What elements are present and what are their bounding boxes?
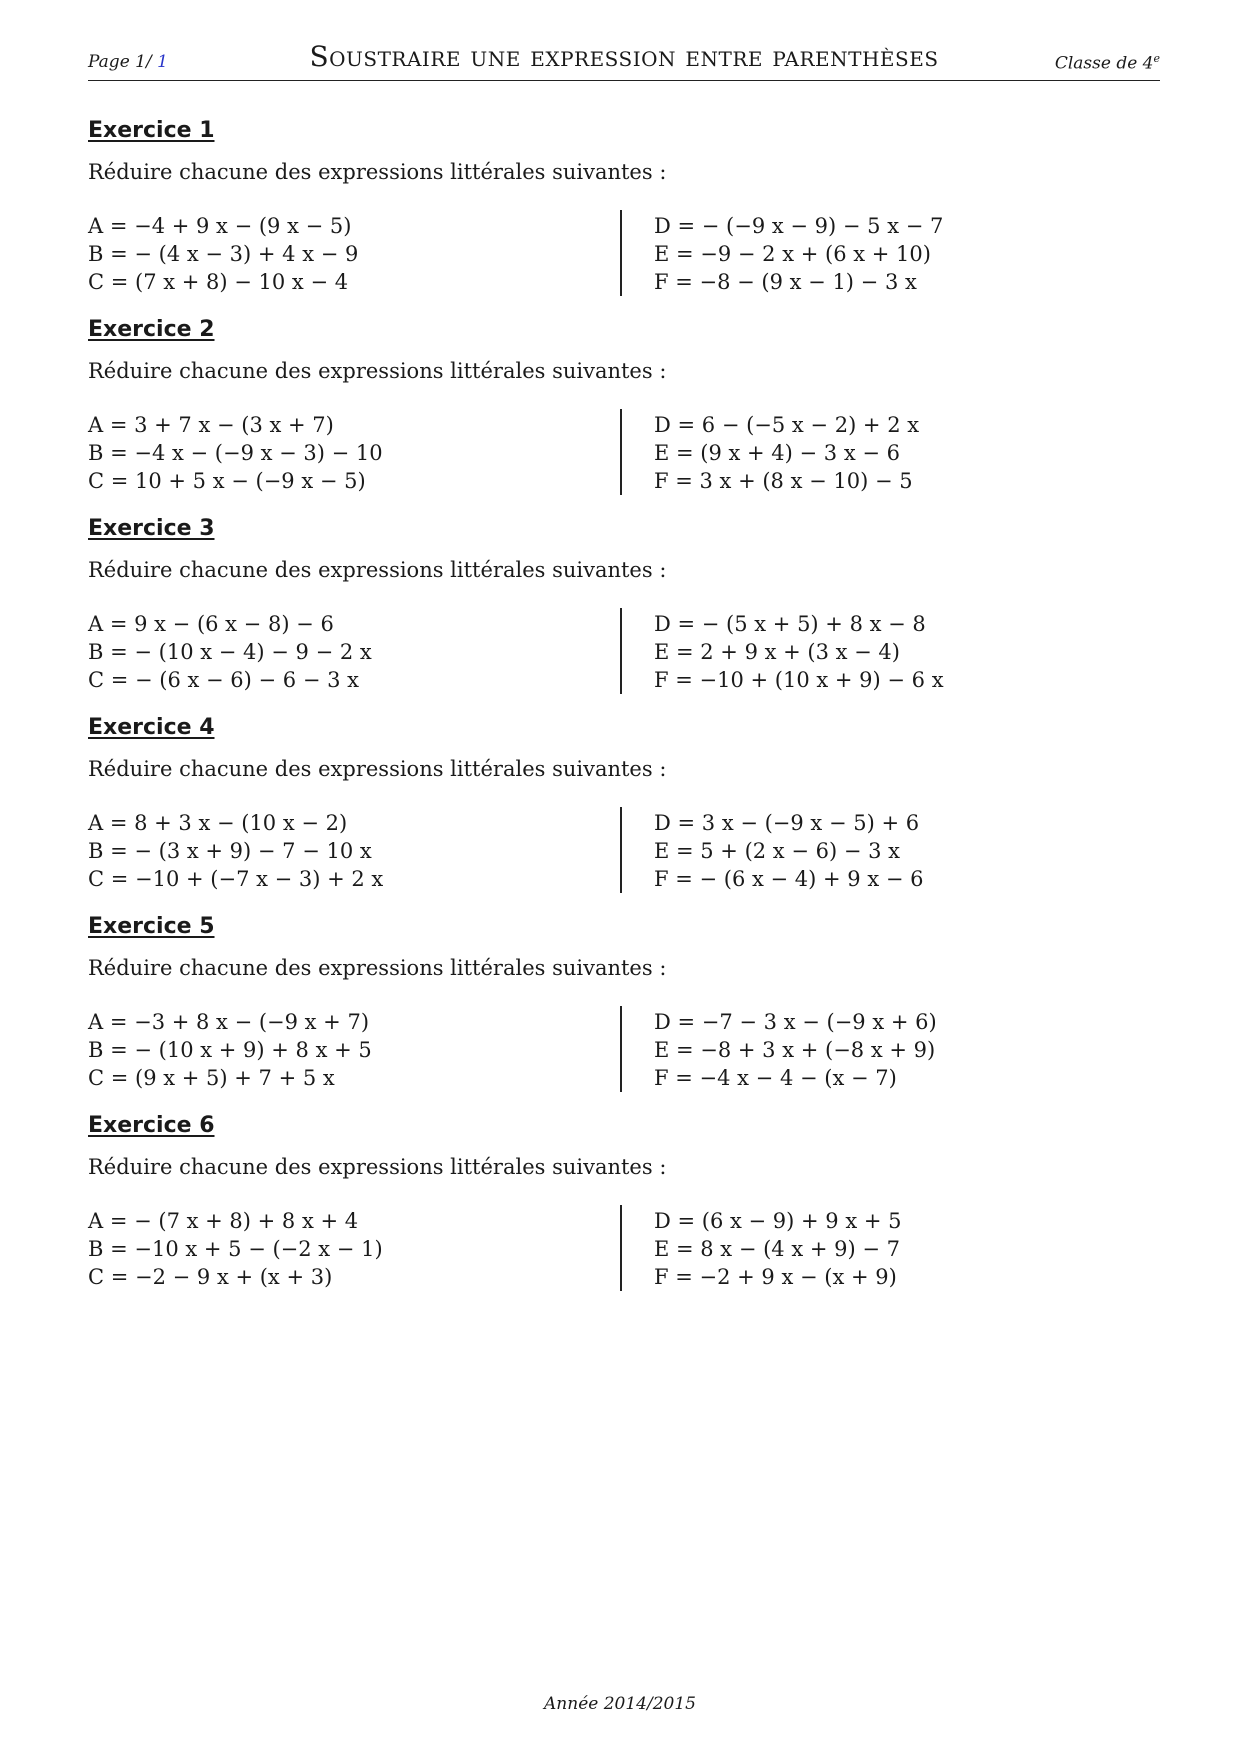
expression-c: C = (7 x + 8) − 10 x − 4 — [88, 270, 349, 294]
exercise-title: Exercice 5 — [88, 914, 215, 939]
expression-e: E = 2 + 9 x + (3 x − 4) — [654, 640, 900, 664]
class-level — [1055, 52, 1160, 74]
expression-c: C = −2 − 9 x + (x + 3) — [88, 1265, 333, 1289]
expressions-left — [88, 1207, 383, 1291]
expressions-left — [88, 809, 383, 893]
expression-b: B = −4 x − (−9 x − 3) − 10 — [88, 441, 383, 465]
column-divider — [620, 608, 622, 694]
expression-b: B = −10 x + 5 − (−2 x − 1) — [88, 1237, 383, 1261]
expression-a: A = 8 + 3 x − (10 x − 2) — [88, 811, 348, 835]
page-total-link[interactable]: 1 — [157, 52, 168, 72]
expression-e: E = −9 − 2 x + (6 x + 10) — [654, 242, 931, 266]
expression-d: D = 3 x − (−9 x − 5) + 6 — [654, 811, 920, 835]
exercise-1 — [88, 118, 1160, 318]
expressions-left — [88, 212, 358, 296]
exercise-3 — [88, 516, 1160, 716]
column-divider — [620, 1006, 622, 1092]
class-label: Classe de 4 — [1054, 53, 1154, 74]
expressions-right — [654, 809, 924, 893]
exercise-instruction: Réduire chacune des expressions littérales suivantes : — [88, 757, 667, 781]
expression-b: B = − (4 x − 3) + 4 x − 9 — [88, 242, 359, 266]
expressions-right — [654, 1008, 937, 1092]
expression-a: A = −3 + 8 x − (−9 x + 7) — [88, 1010, 370, 1034]
exercise-5 — [88, 914, 1160, 1114]
expression-c: C = −10 + (−7 x − 3) + 2 x — [88, 867, 384, 891]
expression-b: B = − (10 x + 9) + 8 x + 5 — [88, 1038, 372, 1062]
expression-f: F = −4 x − 4 − (x − 7) — [654, 1066, 897, 1090]
expression-b: B = − (3 x + 9) − 7 − 10 x — [88, 839, 372, 863]
expression-d: D = − (−9 x − 9) − 5 x − 7 — [654, 214, 944, 238]
expression-d: D = − (5 x + 5) + 8 x − 8 — [654, 612, 926, 636]
exercise-instruction: Réduire chacune des expressions littérales suivantes : — [88, 160, 667, 184]
page-footer: Année 2014/2015 — [544, 1694, 696, 1714]
expression-f: F = −8 − (9 x − 1) − 3 x — [654, 270, 917, 294]
expression-e: E = −8 + 3 x + (−8 x + 9) — [654, 1038, 936, 1062]
exercise-title: Exercice 6 — [88, 1113, 215, 1138]
class-superscript: e — [1153, 52, 1160, 65]
expressions-left — [88, 610, 372, 694]
page-header — [88, 38, 1160, 81]
exercise-4 — [88, 715, 1160, 915]
expression-f: F = 3 x + (8 x − 10) − 5 — [654, 469, 913, 493]
expressions-left — [88, 1008, 372, 1092]
column-divider — [620, 409, 622, 495]
exercise-instruction: Réduire chacune des expressions littérales suivantes : — [88, 1155, 667, 1179]
exercise-title: Exercice 1 — [88, 118, 215, 143]
expression-c: C = 10 + 5 x − (−9 x − 5) — [88, 469, 366, 493]
exercise-6 — [88, 1113, 1160, 1313]
expressions-left — [88, 411, 383, 495]
expression-f: F = − (6 x − 4) + 9 x − 6 — [654, 867, 924, 891]
document-title: Soustraire une expression entre parenthèses — [309, 40, 939, 73]
expression-a: A = 9 x − (6 x − 8) − 6 — [88, 612, 334, 636]
column-divider — [620, 807, 622, 893]
expressions-right — [654, 610, 944, 694]
column-divider — [620, 210, 622, 296]
expression-a: A = 3 + 7 x − (3 x + 7) — [88, 413, 334, 437]
exercise-instruction: Réduire chacune des expressions littérales suivantes : — [88, 558, 667, 582]
expression-b: B = − (10 x − 4) − 9 − 2 x — [88, 640, 372, 664]
expression-e: E = (9 x + 4) − 3 x − 6 — [654, 441, 900, 465]
expression-a: A = −4 + 9 x − (9 x − 5) — [88, 214, 352, 238]
exercise-instruction: Réduire chacune des expressions littérales suivantes : — [88, 359, 667, 383]
expressions-right — [654, 212, 943, 296]
expression-c: C = (9 x + 5) + 7 + 5 x — [88, 1066, 335, 1090]
exercise-title: Exercice 4 — [88, 715, 215, 740]
expression-d: D = 6 − (−5 x − 2) + 2 x — [654, 413, 920, 437]
expression-f: F = −2 + 9 x − (x + 9) — [654, 1265, 897, 1289]
exercise-title: Exercice 3 — [88, 516, 215, 541]
exercise-2 — [88, 317, 1160, 517]
expression-e: E = 8 x − (4 x + 9) − 7 — [654, 1237, 900, 1261]
expression-f: F = −10 + (10 x + 9) − 6 x — [654, 668, 944, 692]
expression-e: E = 5 + (2 x − 6) − 3 x — [654, 839, 900, 863]
expression-d: D = −7 − 3 x − (−9 x + 6) — [654, 1010, 937, 1034]
exercise-instruction: Réduire chacune des expressions littérales suivantes : — [88, 956, 667, 980]
expression-d: D = (6 x − 9) + 9 x + 5 — [654, 1209, 902, 1233]
expressions-right — [654, 411, 919, 495]
expression-a: A = − (7 x + 8) + 8 x + 4 — [88, 1209, 359, 1233]
column-divider — [620, 1205, 622, 1291]
page-number-prefix: Page 1/ — [88, 52, 158, 72]
exercise-title: Exercice 2 — [88, 317, 215, 342]
expressions-right — [654, 1207, 902, 1291]
expression-c: C = − (6 x − 6) − 6 − 3 x — [88, 668, 359, 692]
